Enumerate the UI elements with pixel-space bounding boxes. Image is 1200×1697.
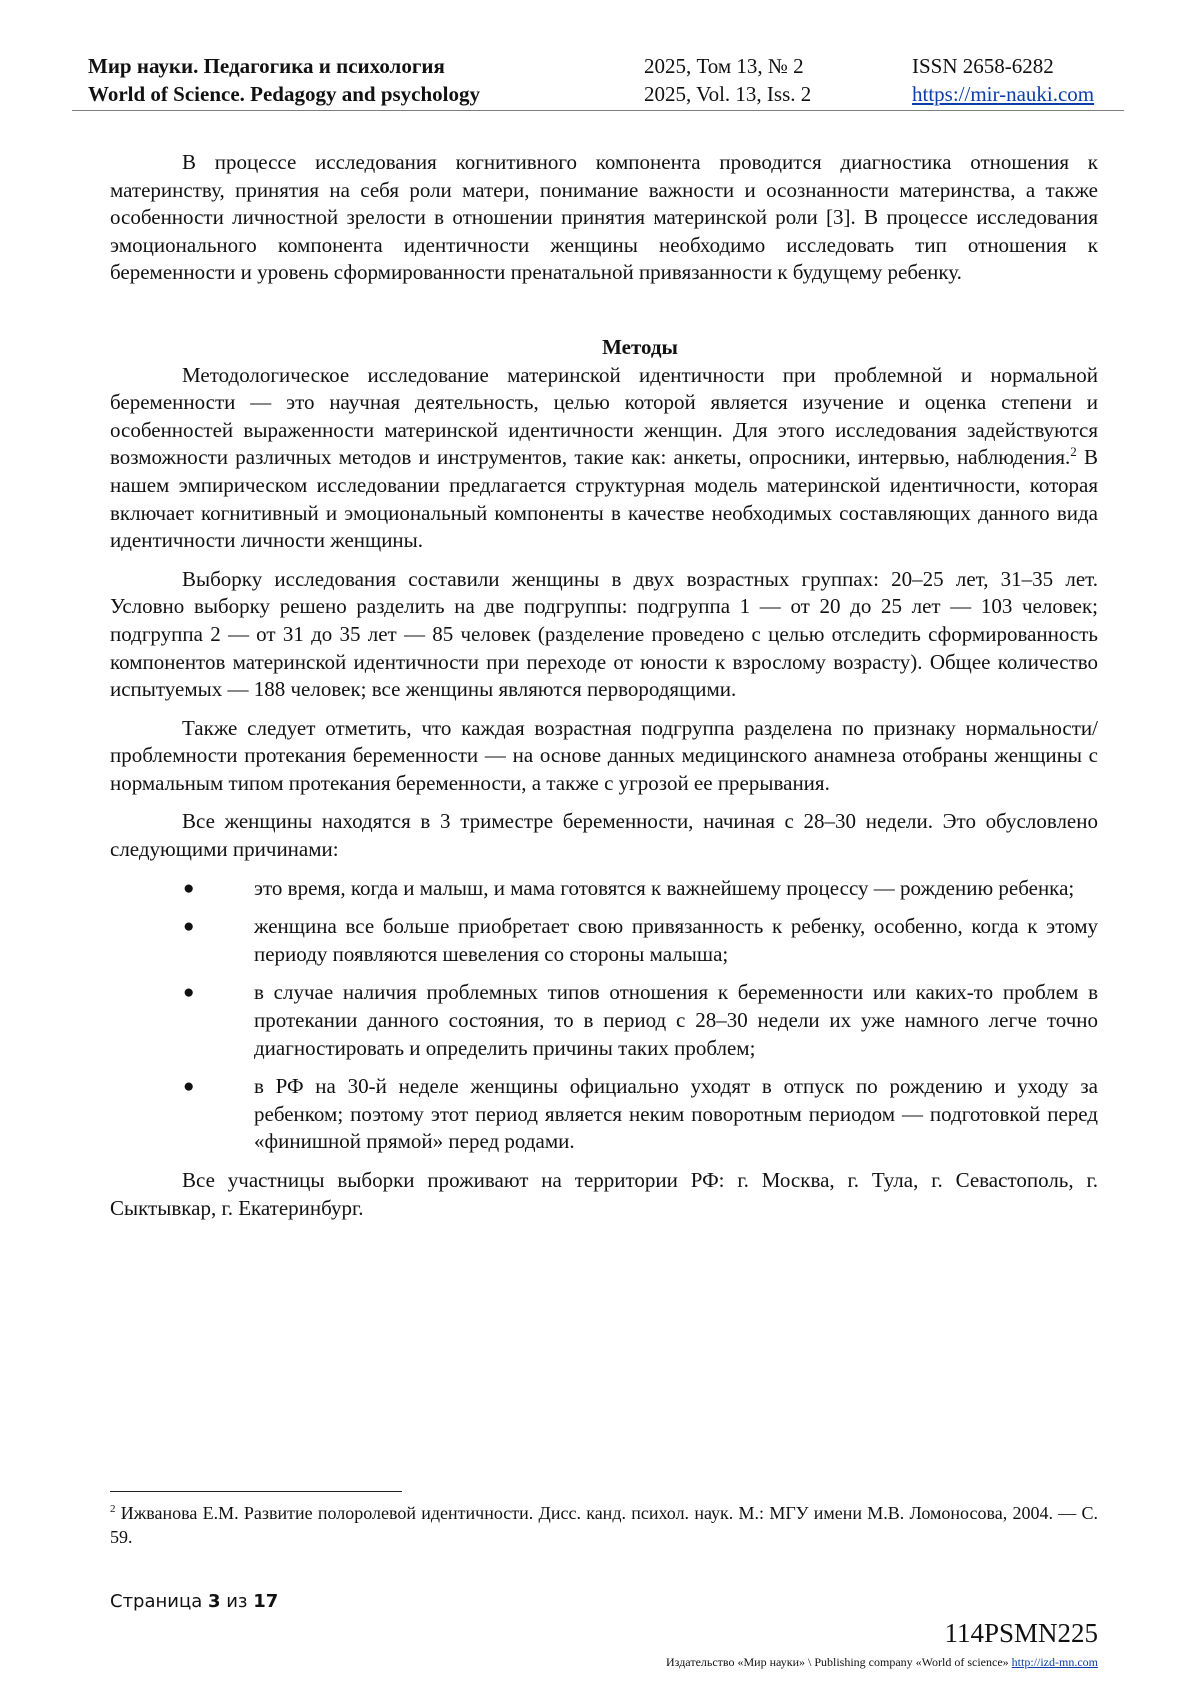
issue-ru: 2025, Том 13, № 2 <box>644 54 804 78</box>
section-title: Методы <box>602 334 678 359</box>
publisher-line <box>666 1655 1098 1670</box>
article-body <box>110 149 1098 1222</box>
page-of: из <box>220 1591 254 1612</box>
page-total: 17 <box>253 1591 279 1612</box>
list-item <box>110 979 1098 1062</box>
bullet-icon: ● <box>183 1076 195 1098</box>
list-item <box>110 913 1098 968</box>
list-item-text: это время, когда и малыш, и мама готовятся к важнейшему процессу — рождению ребенка; <box>254 875 1075 900</box>
page-number <box>110 1591 278 1612</box>
publisher-text: Издательство «Мир науки» \ Publishing company «World of science» <box>666 1655 1012 1669</box>
bullet-icon: ● <box>183 877 195 899</box>
header-row-1 <box>88 52 1124 80</box>
bullet-icon: ● <box>183 916 195 938</box>
paragraph-methods-text-a: Методологическое исследование материнской идентичности при проблемной и нормальной беременности — это научная деятельность, целью которой является изучение и оценка степени и особенностей выраженности материнской идентичности женщин. Для этого исследования задействуются возможности различных методов и инструментов, такие как: анкеты, опросники, интервью, наблюдения. <box>110 362 1098 470</box>
page-word: Страница <box>110 1591 208 1612</box>
footnote-divider <box>110 1491 402 1492</box>
paragraph-methods-text-b: В нашем эмпирическом исследовании предлагается структурная модель материнской идентичности, которая включает когнитивный и эмоциональный компоненты в качестве необходимых составляющих данного вида идентичности личности женщины. <box>110 445 1098 553</box>
article-code: 114PSMN225 <box>944 1618 1098 1648</box>
list-item-text: в РФ на 30-й неделе женщины официально уходят в отпуск по рождению и уходу за ребенком; поэтому этот период является неким поворотным периодом — подготовкой перед «финишной прямой» перед родами. <box>254 1074 1098 1154</box>
list-item-text: в случае наличия проблемных типов отношения к беременности или каких-то проблем в протекании данного состояния, то в период с 28–30 недели их уже намного легче точно диагностировать и определить причины таких проблем; <box>254 980 1098 1060</box>
section-gap <box>110 287 1098 334</box>
journal-title-en: World of Science. Pedagogy and psychology <box>88 82 481 106</box>
footnote-text: Ижванова Е.М. Развитие полоролевой идентичности. Дисс. канд. психол. наук. М.: МГУ имени М.В. Ломоносова, 2004. — С. 59. <box>110 1503 1098 1547</box>
footnote-reference[interactable]: 2 <box>1070 444 1077 460</box>
paragraph-methods <box>110 362 1098 555</box>
reasons-list <box>110 875 1098 1156</box>
page-current: 3 <box>207 1591 221 1612</box>
list-item <box>110 1073 1098 1156</box>
header-row-2 <box>88 80 1124 108</box>
list-item-text: женщина все больше приобретает свою привязанность к ребенку, особенно, когда к этому периоду появляются шевеления со стороны малыша; <box>254 914 1098 966</box>
paragraph-cities: Все участницы выборки проживают на территории РФ: г. Москва, г. Тула, г. Севастополь, г. Сыктывкар, г. Екатеринбург. <box>110 1168 1098 1220</box>
list-item <box>110 875 1098 903</box>
footnote <box>110 1501 1098 1549</box>
bullet-icon: ● <box>183 982 195 1004</box>
journal-title-ru: Мир науки. Педагогика и психология <box>88 54 445 78</box>
journal-link[interactable]: https://mir-nauki.com <box>912 82 1095 106</box>
issn: ISSN 2658-6282 <box>912 54 1054 78</box>
paragraph-sample: Выборку исследования составили женщины в двух возрастных группах: 20–25 лет, 31–35 лет. Условно выборку решено разделить на две подгруппы: подгруппа 1 — от 20 до 25 лет — 103 человек; подгруппа 2 — от 31 до 35 лет — 85 человек (разделение проведено с целью отследить сформированность компонентов материнской идентичности при переходе от юности к взрослому возрасту). Общее количество испытуемых — 188 человек; все женщины являются первородящими. <box>110 566 1098 702</box>
paragraph-cognitive: В процессе исследования когнитивного компонента проводится диагностика отношения к материнству, принятия на себя роли матери, понимание важности и осознанности материнства, а также особенности личностной зрелости в отношении принятия материнской роли [3]. В процессе исследования эмоционального компонента идентичности женщины необходимо исследовать тип отношения к беременности и уровень сформированности пренатальной привязанности к будущему ребенку. <box>110 150 1098 285</box>
issue-en: 2025, Vol. 13, Iss. 2 <box>644 82 812 106</box>
publisher-link[interactable]: http://izd-mn.com <box>1011 1655 1098 1669</box>
paragraph-subgroups: Также следует отметить, что каждая возрастная подгруппа разделена по признаку нормальности/проблемности протекания беременности — на основе данных медицинского анамнеза отобраны женщины с нормальным типом протекания беременности, а также с угрозой ее прерывания. <box>110 715 1098 795</box>
header-divider <box>72 110 1124 111</box>
footnote-number: 2 <box>110 1503 116 1515</box>
paragraph-trimester: Все женщины находятся в 3 триместре беременности, начиная с 28–30 недели. Это обусловлено следующими причинами: <box>110 809 1098 862</box>
